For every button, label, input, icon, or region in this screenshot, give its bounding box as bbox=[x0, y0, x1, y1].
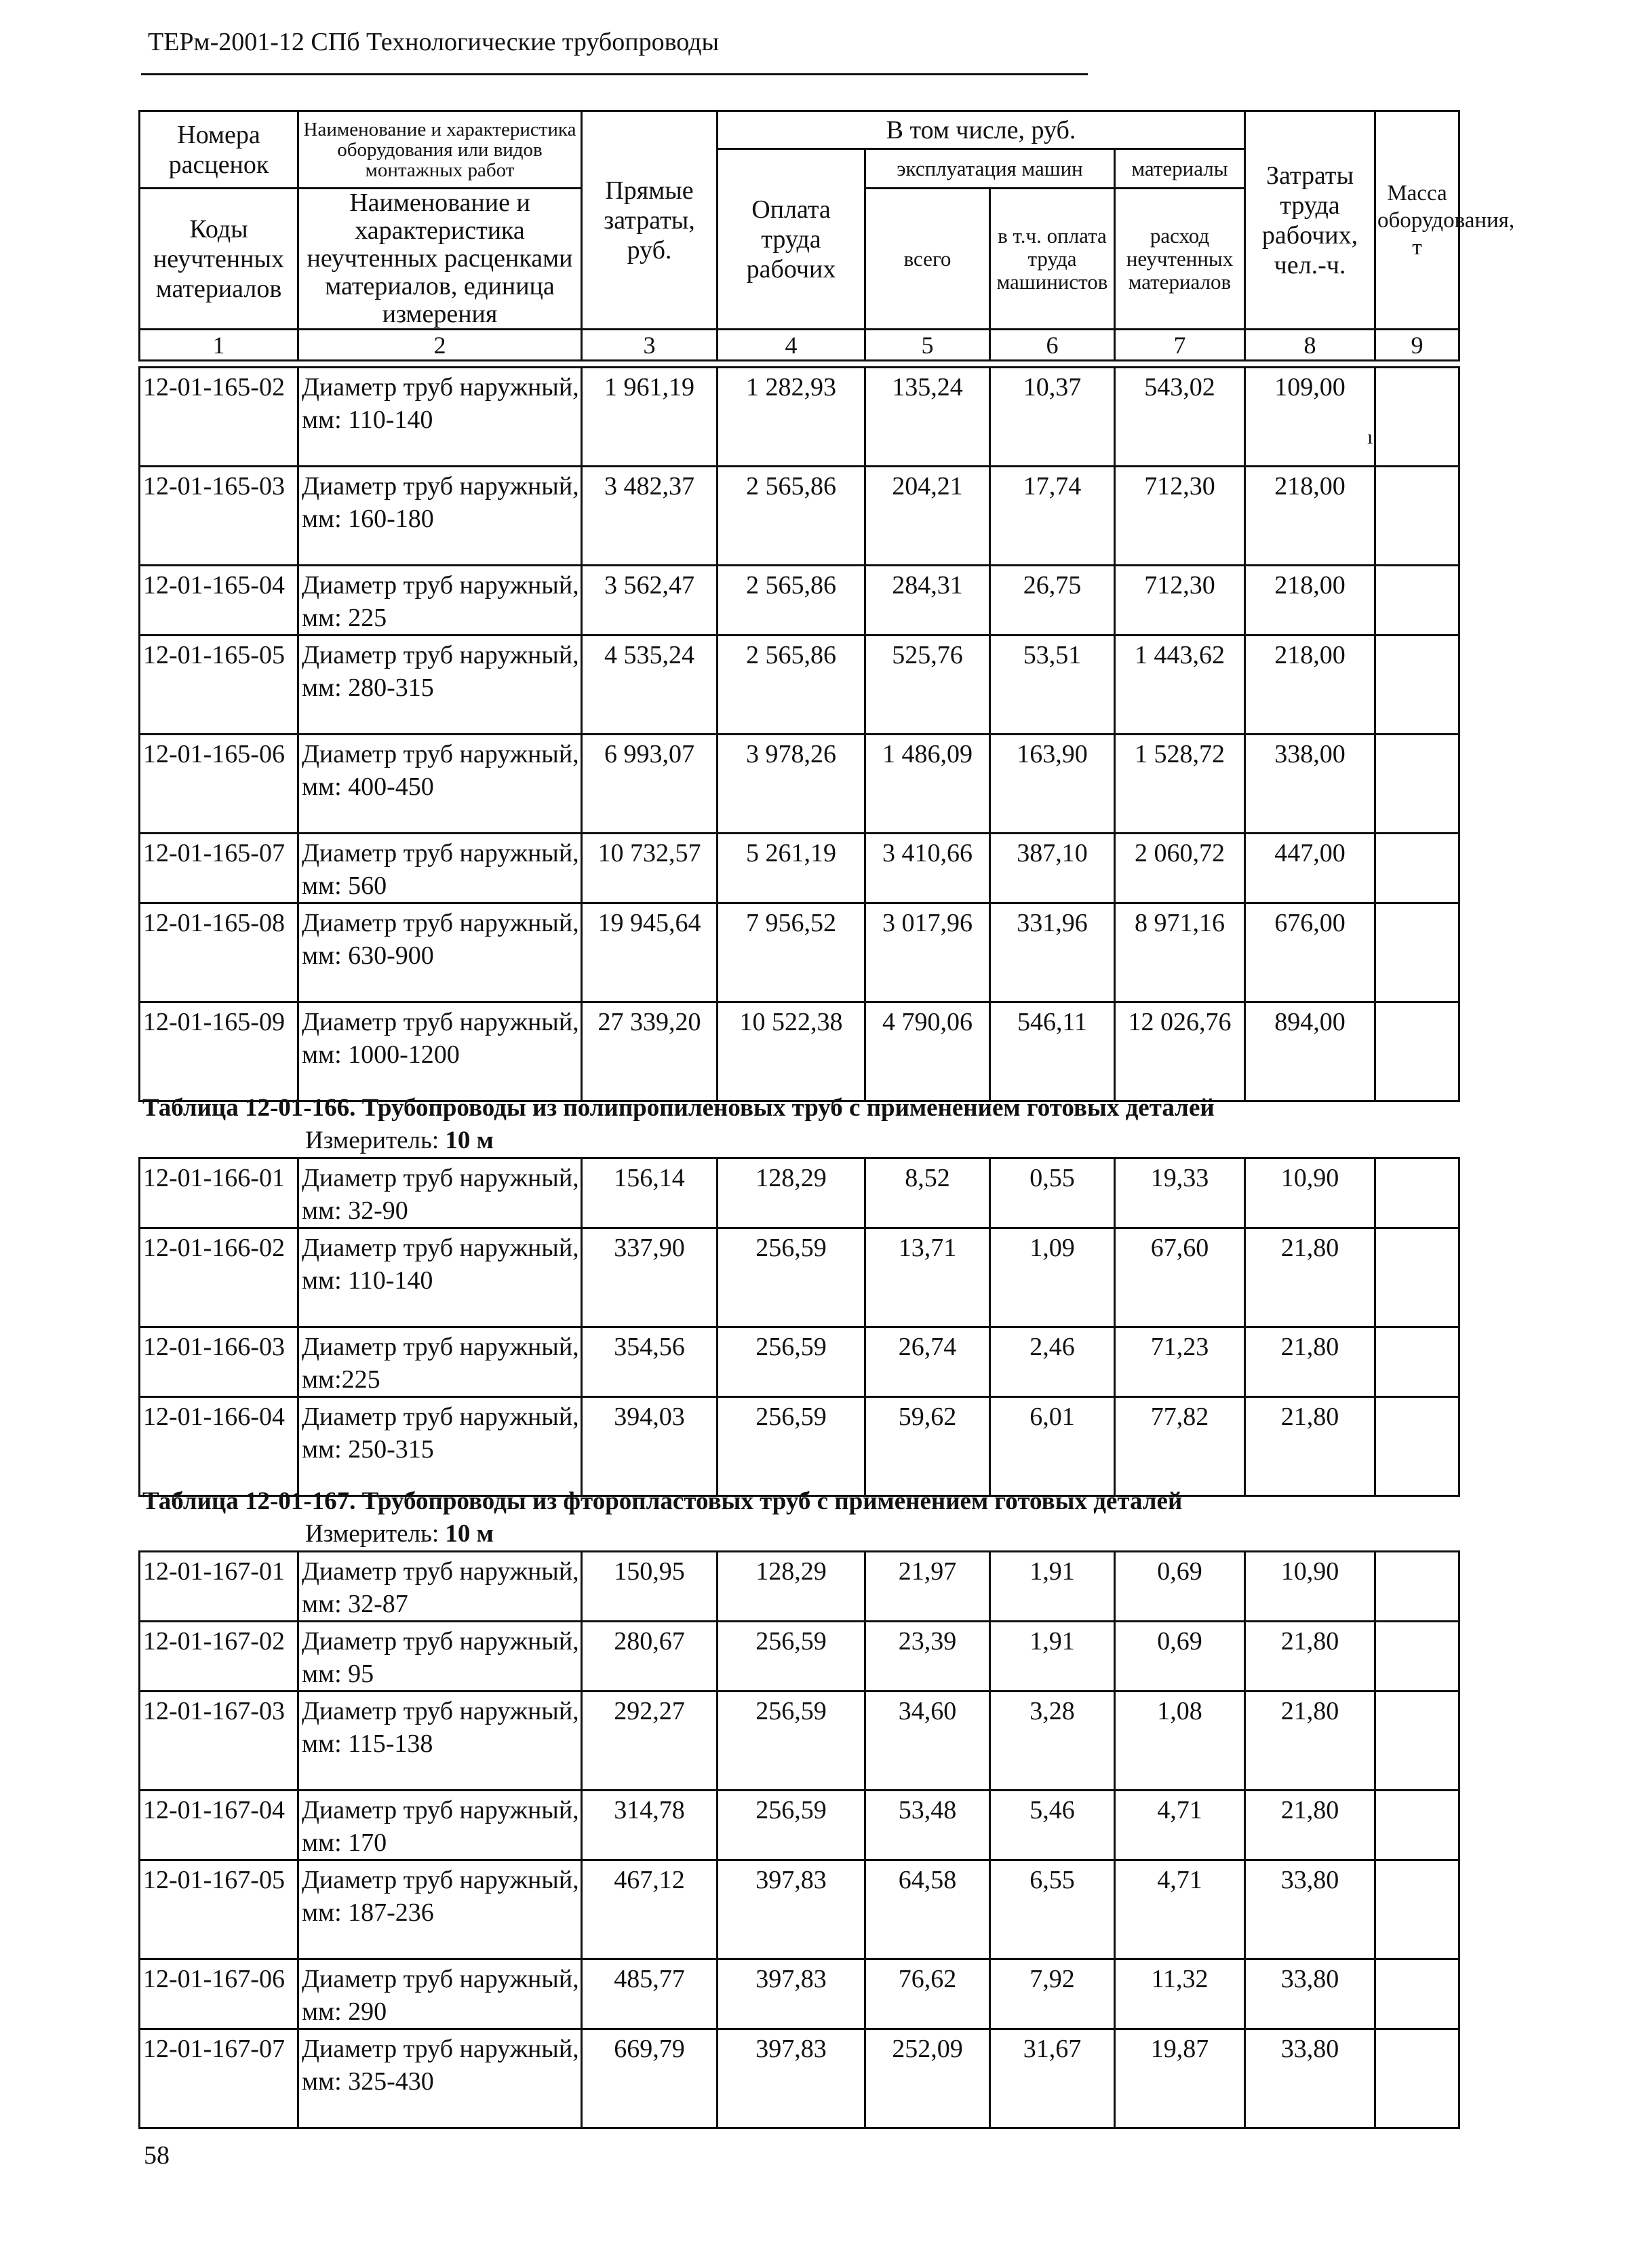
header-col4: Оплата труда рабочих bbox=[718, 149, 865, 330]
table-row bbox=[140, 1228, 1459, 1327]
cell-name: Диаметр труб наружный, мм: 250-315 bbox=[298, 1397, 582, 1496]
cell-operators-pay: 26,75 bbox=[990, 566, 1115, 636]
cell-operators-pay: 3,28 bbox=[990, 1692, 1115, 1791]
cell-machines-total: 204,21 bbox=[865, 467, 990, 566]
cell-machines-total: 59,62 bbox=[865, 1397, 990, 1496]
cell-machines-total: 135,24 bbox=[865, 368, 990, 467]
column-number-4: 4 bbox=[718, 330, 865, 361]
cell-code: 12-01-167-01 bbox=[140, 1552, 298, 1622]
cell-name: Диаметр труб наружный, мм: 170 bbox=[298, 1791, 582, 1860]
cell-materials: 543,02 bbox=[1115, 368, 1245, 467]
cell-name: Диаметр труб наружный, мм: 630-900 bbox=[298, 903, 582, 1002]
cell-operators-pay: 1,91 bbox=[990, 1552, 1115, 1622]
cell-operators-pay: 6,01 bbox=[990, 1397, 1115, 1496]
cell-machines-total: 26,74 bbox=[865, 1327, 990, 1397]
header-col1-bottom: Коды неучтенных материалов bbox=[140, 189, 298, 330]
cell-machines-total: 525,76 bbox=[865, 636, 990, 735]
cell-mass bbox=[1375, 2029, 1459, 2128]
cell-materials: 1,08 bbox=[1115, 1692, 1245, 1791]
measure-value: 10 м bbox=[445, 1127, 494, 1154]
cell-labor-pay: 5 261,19 bbox=[718, 834, 865, 903]
cell-labor-pay: 256,59 bbox=[718, 1791, 865, 1860]
column-number-2: 2 bbox=[298, 330, 582, 361]
cell-labor-hours: 33,80 bbox=[1245, 2029, 1375, 2128]
cell-materials: 2 060,72 bbox=[1115, 834, 1245, 903]
cell-operators-pay: 2,46 bbox=[990, 1327, 1115, 1397]
table-row bbox=[140, 1397, 1459, 1496]
column-number-1: 1 bbox=[140, 330, 298, 361]
header-col8: Затраты труда рабочих, чел.-ч. bbox=[1245, 111, 1375, 330]
cell-labor-pay: 7 956,52 bbox=[718, 903, 865, 1002]
cell-name: Диаметр труб наружный, мм: 115-138 bbox=[298, 1692, 582, 1791]
cell-materials: 1 528,72 bbox=[1115, 735, 1245, 834]
cell-mass bbox=[1375, 467, 1459, 566]
cell-machines-total: 21,97 bbox=[865, 1552, 990, 1622]
cell-labor-hours: 21,80 bbox=[1245, 1791, 1375, 1860]
cell-direct-cost: 337,90 bbox=[582, 1228, 718, 1327]
cell-labor-pay: 2 565,86 bbox=[718, 636, 865, 735]
table-row bbox=[140, 1158, 1459, 1228]
table-row bbox=[140, 368, 1459, 467]
cell-mass bbox=[1375, 1397, 1459, 1496]
cell-labor-pay: 3 978,26 bbox=[718, 735, 865, 834]
cell-labor-hours: 10,90 bbox=[1245, 1158, 1375, 1228]
cell-direct-cost: 467,12 bbox=[582, 1860, 718, 1959]
cell-materials: 0,69 bbox=[1115, 1622, 1245, 1692]
cell-name: Диаметр труб наружный, мм:225 bbox=[298, 1327, 582, 1397]
cell-code: 12-01-165-03 bbox=[140, 467, 298, 566]
cell-labor-pay: 397,83 bbox=[718, 1959, 865, 2029]
header-group-materials: материалы bbox=[1115, 149, 1245, 189]
cell-machines-total: 3 410,66 bbox=[865, 834, 990, 903]
cell-name: Диаметр труб наружный, мм: 400-450 bbox=[298, 735, 582, 834]
cell-name: Диаметр труб наружный, мм: 290 bbox=[298, 1959, 582, 2029]
header-group-including: В том числе, руб. bbox=[718, 111, 1245, 149]
cell-labor-pay: 10 522,38 bbox=[718, 1002, 865, 1101]
cell-labor-hours: 894,00 bbox=[1245, 1002, 1375, 1101]
cell-labor-hours: 447,00 bbox=[1245, 834, 1375, 903]
cell-code: 12-01-166-03 bbox=[140, 1327, 298, 1397]
cell-code: 12-01-167-03 bbox=[140, 1692, 298, 1791]
cell-name: Диаметр труб наружный, мм: 187-236 bbox=[298, 1860, 582, 1959]
cell-code: 12-01-165-08 bbox=[140, 903, 298, 1002]
table-166 bbox=[138, 1157, 1460, 1497]
header-col5: всего bbox=[865, 189, 990, 330]
cell-operators-pay: 1,09 bbox=[990, 1228, 1115, 1327]
cell-mass bbox=[1375, 903, 1459, 1002]
cell-labor-pay: 128,29 bbox=[718, 1552, 865, 1622]
table-166-caption: Таблица 12-01-166. Трубопроводы из полипропиленовых труб с применением готовых деталей bbox=[142, 1094, 1215, 1122]
cell-materials: 11,32 bbox=[1115, 1959, 1245, 2029]
table-row bbox=[140, 735, 1459, 834]
table-row bbox=[140, 467, 1459, 566]
cell-code: 12-01-165-09 bbox=[140, 1002, 298, 1101]
cell-operators-pay: 5,46 bbox=[990, 1791, 1115, 1860]
cell-machines-total: 3 017,96 bbox=[865, 903, 990, 1002]
cell-mass bbox=[1375, 735, 1459, 834]
header-col1-top: Номера расценок bbox=[140, 111, 298, 189]
cell-operators-pay: 331,96 bbox=[990, 903, 1115, 1002]
cell-mass bbox=[1375, 1860, 1459, 1959]
cell-labor-pay: 256,59 bbox=[718, 1397, 865, 1496]
header-rule bbox=[141, 73, 1088, 75]
cell-materials: 19,87 bbox=[1115, 2029, 1245, 2128]
measure-label: Измеритель: bbox=[305, 1127, 439, 1154]
cell-labor-pay: 1 282,93 bbox=[718, 368, 865, 467]
cell-name: Диаметр труб наружный, мм: 32-90 bbox=[298, 1158, 582, 1228]
cell-machines-total: 64,58 bbox=[865, 1860, 990, 1959]
cell-code: 12-01-165-06 bbox=[140, 735, 298, 834]
cell-code: 12-01-167-04 bbox=[140, 1791, 298, 1860]
header-col2-top: Наименование и характеристика оборудования или видов монтажных работ bbox=[298, 111, 582, 189]
table-row bbox=[140, 1002, 1459, 1101]
column-number-6: 6 bbox=[990, 330, 1115, 361]
cell-direct-cost: 485,77 bbox=[582, 1959, 718, 2029]
cell-name: Диаметр труб наружный, мм: 32-87 bbox=[298, 1552, 582, 1622]
cell-mass bbox=[1375, 1692, 1459, 1791]
table-row bbox=[140, 834, 1459, 903]
cell-name: Диаметр труб наружный, мм: 95 bbox=[298, 1622, 582, 1692]
measure-label: Измеритель: bbox=[305, 1520, 439, 1548]
cell-operators-pay: 546,11 bbox=[990, 1002, 1115, 1101]
cell-labor-pay: 2 565,86 bbox=[718, 566, 865, 636]
cell-name: Диаметр труб наружный, мм: 110-140 bbox=[298, 368, 582, 467]
header-group-machines: эксплуатация машин bbox=[865, 149, 1115, 189]
running-header: ТЕРм-2001-12 СПб Технологические трубопроводы bbox=[148, 28, 720, 56]
cell-mass bbox=[1375, 834, 1459, 903]
table-row bbox=[140, 1692, 1459, 1791]
column-number-5: 5 bbox=[865, 330, 990, 361]
cell-mass bbox=[1375, 1791, 1459, 1860]
cell-name: Диаметр труб наружный, мм: 110-140 bbox=[298, 1228, 582, 1327]
cell-mass bbox=[1375, 1002, 1459, 1101]
cell-name: Диаметр труб наружный, мм: 280-315 bbox=[298, 636, 582, 735]
cell-materials: 712,30 bbox=[1115, 467, 1245, 566]
measure-value: 10 м bbox=[445, 1520, 494, 1548]
column-number-3: 3 bbox=[582, 330, 718, 361]
cell-name: Диаметр труб наружный, мм: 560 bbox=[298, 834, 582, 903]
cell-labor-pay: 397,83 bbox=[718, 1860, 865, 1959]
table-row bbox=[140, 2029, 1459, 2128]
cell-labor-hours: 21,80 bbox=[1245, 1228, 1375, 1327]
cell-name: Диаметр труб наружный, мм: 160-180 bbox=[298, 467, 582, 566]
cell-machines-total: 4 790,06 bbox=[865, 1002, 990, 1101]
cell-code: 12-01-165-05 bbox=[140, 636, 298, 735]
column-number-9: 9 bbox=[1375, 330, 1459, 361]
cell-direct-cost: 292,27 bbox=[582, 1692, 718, 1791]
cell-machines-total: 8,52 bbox=[865, 1158, 990, 1228]
cell-mass bbox=[1375, 1959, 1459, 2029]
table-row bbox=[140, 1791, 1459, 1860]
column-header-table bbox=[138, 110, 1515, 361]
cell-machines-total: 53,48 bbox=[865, 1791, 990, 1860]
cell-mass bbox=[1375, 1552, 1459, 1622]
cell-code: 12-01-166-01 bbox=[140, 1158, 298, 1228]
cell-direct-cost: 669,79 bbox=[582, 2029, 718, 2128]
cell-code: 12-01-167-05 bbox=[140, 1860, 298, 1959]
cell-code: 12-01-167-02 bbox=[140, 1622, 298, 1692]
cell-direct-cost: 156,14 bbox=[582, 1158, 718, 1228]
cell-code: 12-01-165-07 bbox=[140, 834, 298, 903]
header-col2-bottom: Наименование и характеристика неучтенных расценками материалов, единица измерения bbox=[298, 189, 582, 330]
cell-materials: 71,23 bbox=[1115, 1327, 1245, 1397]
header-col7: расход неучтенных материалов bbox=[1115, 189, 1245, 330]
table-row bbox=[140, 1959, 1459, 2029]
cell-labor-pay: 256,59 bbox=[718, 1228, 865, 1327]
cell-operators-pay: 10,37 bbox=[990, 368, 1115, 467]
cell-direct-cost: 3 562,47 bbox=[582, 566, 718, 636]
stray-mark: ı bbox=[1367, 426, 1373, 448]
cell-operators-pay: 163,90 bbox=[990, 735, 1115, 834]
cell-machines-total: 76,62 bbox=[865, 1959, 990, 2029]
cell-code: 12-01-165-04 bbox=[140, 566, 298, 636]
cell-direct-cost: 1 961,19 bbox=[582, 368, 718, 467]
cell-mass bbox=[1375, 636, 1459, 735]
cell-labor-pay: 256,59 bbox=[718, 1692, 865, 1791]
column-number-8: 8 bbox=[1245, 330, 1375, 361]
cell-labor-hours: 33,80 bbox=[1245, 1959, 1375, 2029]
cell-code: 12-01-167-06 bbox=[140, 1959, 298, 2029]
cell-materials: 4,71 bbox=[1115, 1791, 1245, 1860]
cell-code: 12-01-167-07 bbox=[140, 2029, 298, 2128]
table-row bbox=[140, 903, 1459, 1002]
cell-labor-hours: 21,80 bbox=[1245, 1327, 1375, 1397]
column-number-7: 7 bbox=[1115, 330, 1245, 361]
cell-labor-pay: 128,29 bbox=[718, 1158, 865, 1228]
cell-mass bbox=[1375, 1158, 1459, 1228]
cell-code: 12-01-166-04 bbox=[140, 1397, 298, 1496]
cell-labor-pay: 397,83 bbox=[718, 2029, 865, 2128]
cell-labor-hours: 21,80 bbox=[1245, 1622, 1375, 1692]
cell-mass bbox=[1375, 1327, 1459, 1397]
table-row bbox=[140, 1622, 1459, 1692]
cell-machines-total: 284,31 bbox=[865, 566, 990, 636]
cell-labor-hours: 218,00 bbox=[1245, 467, 1375, 566]
table-row bbox=[140, 1860, 1459, 1959]
cell-labor-hours: 218,00 bbox=[1245, 566, 1375, 636]
cell-code: 12-01-166-02 bbox=[140, 1228, 298, 1327]
cell-labor-hours: 10,90 bbox=[1245, 1552, 1375, 1622]
table-row bbox=[140, 1327, 1459, 1397]
table-165 bbox=[138, 366, 1460, 1102]
cell-labor-hours: 109,00 bbox=[1245, 368, 1375, 467]
cell-direct-cost: 394,03 bbox=[582, 1397, 718, 1496]
cell-operators-pay: 7,92 bbox=[990, 1959, 1115, 2029]
cell-operators-pay: 31,67 bbox=[990, 2029, 1115, 2128]
cell-labor-pay: 2 565,86 bbox=[718, 467, 865, 566]
table-167 bbox=[138, 1550, 1460, 2129]
header-col9: Масса оборудования, т bbox=[1375, 111, 1459, 330]
cell-mass bbox=[1375, 368, 1459, 467]
cell-labor-hours: 21,80 bbox=[1245, 1397, 1375, 1496]
cell-materials: 67,60 bbox=[1115, 1228, 1245, 1327]
cell-operators-pay: 53,51 bbox=[990, 636, 1115, 735]
cell-materials: 0,69 bbox=[1115, 1552, 1245, 1622]
table-167-measure bbox=[305, 1519, 494, 1548]
cell-name: Диаметр труб наружный, мм: 225 bbox=[298, 566, 582, 636]
cell-machines-total: 252,09 bbox=[865, 2029, 990, 2128]
cell-materials: 77,82 bbox=[1115, 1397, 1245, 1496]
cell-machines-total: 13,71 bbox=[865, 1228, 990, 1327]
cell-labor-hours: 21,80 bbox=[1245, 1692, 1375, 1791]
cell-operators-pay: 0,55 bbox=[990, 1158, 1115, 1228]
cell-machines-total: 1 486,09 bbox=[865, 735, 990, 834]
cell-code: 12-01-165-02 bbox=[140, 368, 298, 467]
table-row bbox=[140, 1552, 1459, 1622]
cell-direct-cost: 27 339,20 bbox=[582, 1002, 718, 1101]
cell-materials: 19,33 bbox=[1115, 1158, 1245, 1228]
cell-labor-hours: 33,80 bbox=[1245, 1860, 1375, 1959]
table-row bbox=[140, 566, 1459, 636]
cell-materials: 12 026,76 bbox=[1115, 1002, 1245, 1101]
cell-direct-cost: 280,67 bbox=[582, 1622, 718, 1692]
cell-machines-total: 23,39 bbox=[865, 1622, 990, 1692]
table-167-caption: Таблица 12-01-167. Трубопроводы из фторопластовых труб с применением готовых деталей bbox=[142, 1487, 1183, 1515]
cell-labor-hours: 676,00 bbox=[1245, 903, 1375, 1002]
cell-direct-cost: 19 945,64 bbox=[582, 903, 718, 1002]
cell-operators-pay: 6,55 bbox=[990, 1860, 1115, 1959]
cell-mass bbox=[1375, 1622, 1459, 1692]
table-row bbox=[140, 636, 1459, 735]
cell-operators-pay: 17,74 bbox=[990, 467, 1115, 566]
header-col6: в т.ч. оплата труда машинистов bbox=[990, 189, 1115, 330]
cell-direct-cost: 6 993,07 bbox=[582, 735, 718, 834]
page-number: 58 bbox=[144, 2141, 170, 2170]
cell-labor-hours: 218,00 bbox=[1245, 636, 1375, 735]
cell-materials: 4,71 bbox=[1115, 1860, 1245, 1959]
cell-direct-cost: 3 482,37 bbox=[582, 467, 718, 566]
cell-labor-hours: 338,00 bbox=[1245, 735, 1375, 834]
cell-materials: 8 971,16 bbox=[1115, 903, 1245, 1002]
table-166-measure bbox=[305, 1126, 494, 1155]
cell-labor-pay: 256,59 bbox=[718, 1622, 865, 1692]
cell-mass bbox=[1375, 566, 1459, 636]
cell-direct-cost: 314,78 bbox=[582, 1791, 718, 1860]
cell-labor-pay: 256,59 bbox=[718, 1327, 865, 1397]
cell-name: Диаметр труб наружный, мм: 1000-1200 bbox=[298, 1002, 582, 1101]
cell-materials: 712,30 bbox=[1115, 566, 1245, 636]
cell-operators-pay: 387,10 bbox=[990, 834, 1115, 903]
cell-operators-pay: 1,91 bbox=[990, 1622, 1115, 1692]
cell-name: Диаметр труб наружный, мм: 325-430 bbox=[298, 2029, 582, 2128]
cell-direct-cost: 10 732,57 bbox=[582, 834, 718, 903]
cell-direct-cost: 4 535,24 bbox=[582, 636, 718, 735]
header-col3: Прямые затраты, руб. bbox=[582, 111, 718, 330]
cell-mass bbox=[1375, 1228, 1459, 1327]
cell-materials: 1 443,62 bbox=[1115, 636, 1245, 735]
cell-direct-cost: 150,95 bbox=[582, 1552, 718, 1622]
cell-machines-total: 34,60 bbox=[865, 1692, 990, 1791]
cell-direct-cost: 354,56 bbox=[582, 1327, 718, 1397]
